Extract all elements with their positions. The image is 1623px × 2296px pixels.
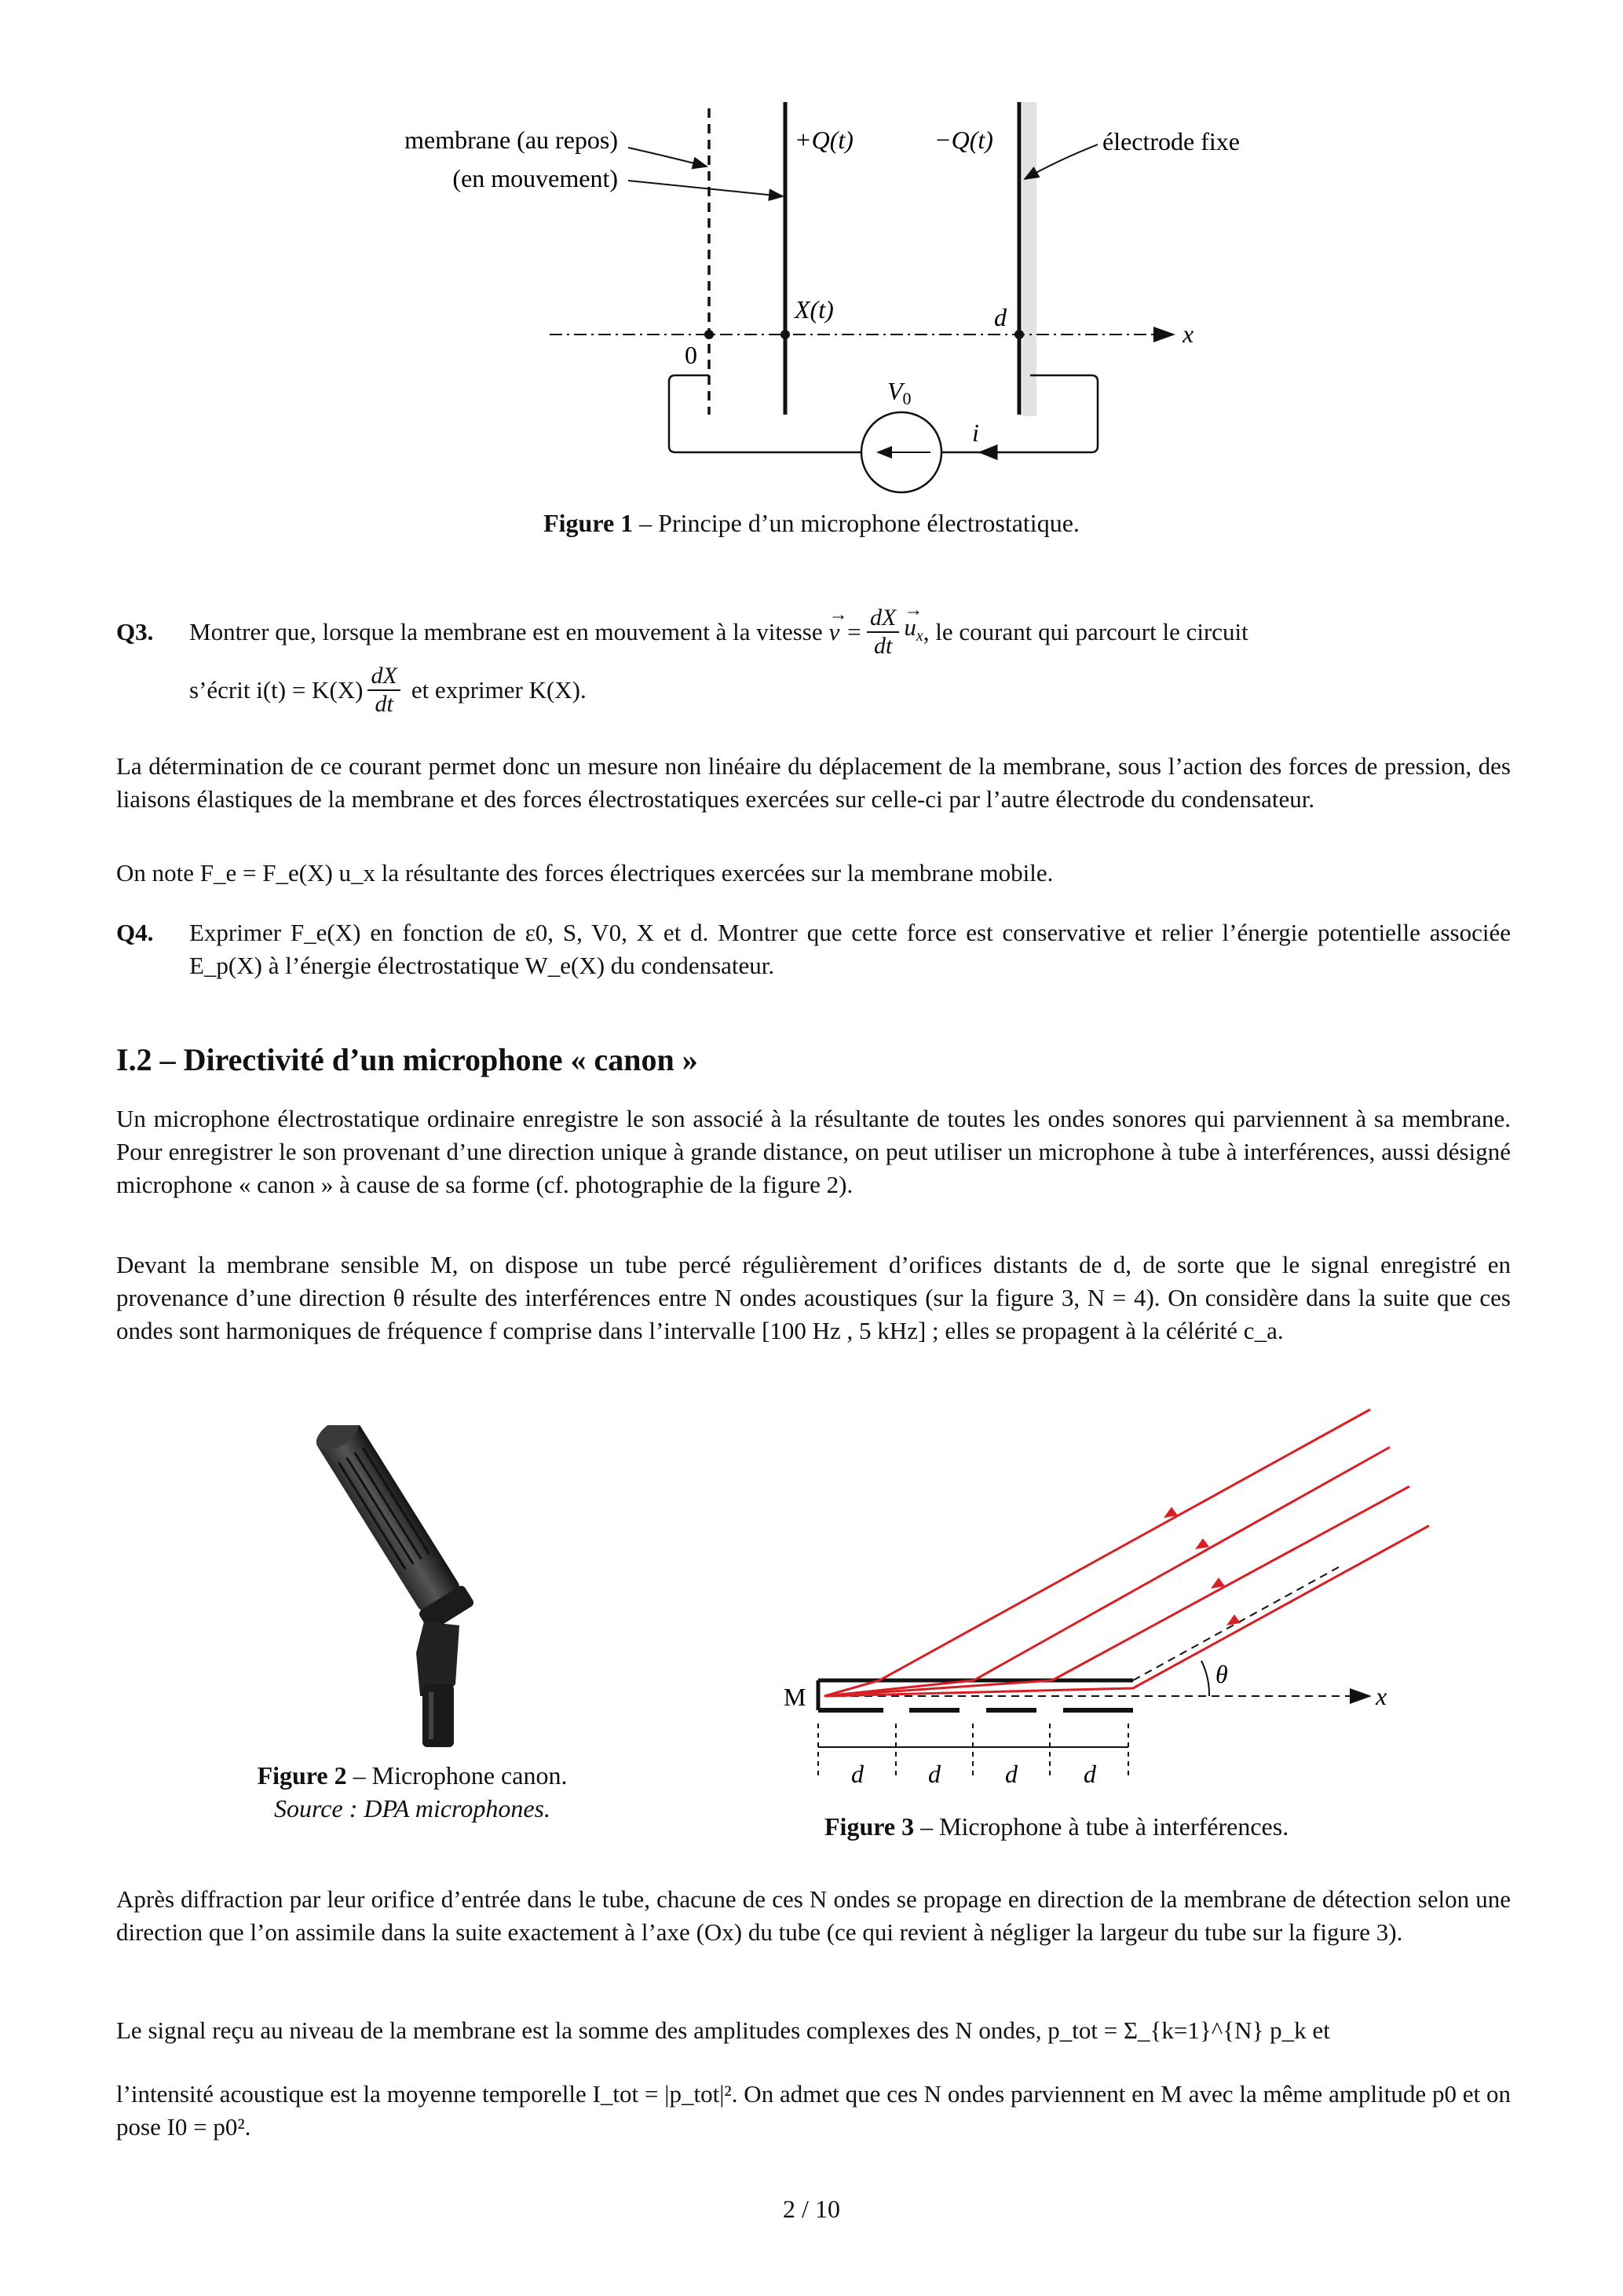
question-q3: Q3. Montrer que, lorsque la membrane est en mouvement à la vitesse → v = $\frac{dX}{dt}$ → $u_x$ , le courant qui parcourt le circuit s’écrit i(t) = K(X) $\frac{dX}{dt}$ et exprimer K(X). xyxy=(116,605,1511,718)
paragraph-3: Un microphone électrostatique ordinaire enregistre le son associé à la résultante de toutes les ondes sonores qui parviennent à sa membrane. Pour enregistrer le son provenant d’une direction unique à grande distance, on peut utiliser un microphone à tube à interférences, aussi désigné microphone « canon » à cause de sa forme (cf. photographie de la figure 2). xyxy=(116,1105,1511,1198)
paragraph-5: Après diffraction par leur orifice d’entrée dans le tube, chacune de ces N ondes se propage en direction de la membrane de détection selon une direction que l’on assimile dans la suite exactement à l’axe (Ox) du tube (ce qui revient à négliger la largeur du tube sur la figure 3). xyxy=(116,1885,1511,1946)
label-electrode: électrode fixe xyxy=(1102,127,1240,155)
figure-2-source: Source : DPA microphones. xyxy=(274,1794,550,1823)
label-d-2: d xyxy=(928,1760,941,1788)
q4-label: Q4. xyxy=(116,919,154,946)
label-d-3: d xyxy=(1005,1760,1018,1788)
label-membrane-rest: membrane (au repos) xyxy=(404,126,618,154)
label-minus-q: −Q(t) xyxy=(934,126,993,154)
paragraph-6b: l’intensité acoustique est la moyenne temporelle I_tot = |p_tot|². On admet que ces N ondes parviennent en M avec la même amplitude p0 et on pose I0 = p0². xyxy=(116,2080,1511,2141)
q3-frac-1: $\frac{dX}{dt}$ xyxy=(867,605,899,660)
q3-text-a: Montrer que, lorsque la membrane est en mouvement à la vitesse xyxy=(189,618,823,645)
label-xt: X(t) xyxy=(795,295,834,324)
label-d: d xyxy=(994,303,1007,331)
q3-text-b: , le courant qui parcourt le circuit xyxy=(923,618,1248,645)
question-q4 xyxy=(116,916,1511,982)
q3-text-c: s’écrit i(t) = K(X) xyxy=(189,676,364,704)
label-d-1: d xyxy=(851,1760,864,1788)
figure-2-caption: Figure 2 – Microphone canon. Source : DPA microphones. xyxy=(188,1759,636,1825)
figure-3-diagram xyxy=(0,1398,1623,1806)
label-x: x xyxy=(1183,320,1194,348)
label-i: i xyxy=(972,419,979,447)
paragraph-6a: Le signal reçu au niveau de la membrane est la somme des amplitudes complexes des N ondes, p_tot = Σ_{k=1}^{N} p_k et xyxy=(116,2016,1330,2044)
label-membrane-moving: (en mouvement) xyxy=(452,164,618,192)
q3-text-d: et exprimer K(X). xyxy=(411,676,587,704)
label-zero: 0 xyxy=(685,341,697,369)
label-theta: θ xyxy=(1215,1660,1228,1688)
section-title: I.2 – Directivité d’un microphone « canon » xyxy=(116,1042,698,1077)
figure-1-caption: Figure 1 – Principe d’un microphone électrostatique. xyxy=(543,509,1080,537)
figure-3-caption: Figure 3 – Microphone à tube à interférences. xyxy=(824,1812,1289,1841)
circuit-wire xyxy=(669,375,861,452)
label-v0: V0 xyxy=(887,377,912,408)
q4-text: Exprimer F_e(X) en fonction de ε0, S, V0, X et d. Montrer que cette force est conservative et relier l’énergie potentielle associée E_p(X) à l’énergie électrostatique W_e(X) du condensateur. xyxy=(189,919,1511,979)
figure-1-diagram xyxy=(0,0,1623,510)
label-m: M xyxy=(784,1683,806,1711)
paragraph-2: On note F_e = F_e(X) u_x la résultante des forces électriques exercées sur la membrane mobile. xyxy=(116,859,1054,887)
label-x3: x xyxy=(1376,1682,1387,1710)
q3-frac-2: $\frac{dX}{dt}$ xyxy=(367,663,400,718)
paragraph-1: La détermination de ce courant permet donc un mesure non linéaire du déplacement de la membrane, sous l’action des forces de pression, des liaisons élastiques de la membrane et des forces électrostatiques exercées sur celle-ci par l’autre électrode du condensateur. xyxy=(116,752,1511,813)
label-plus-q: +Q(t) xyxy=(795,126,854,154)
electrode-shade xyxy=(1022,102,1036,416)
label-d-4: d xyxy=(1084,1760,1096,1788)
paragraph-4: Devant la membrane sensible M, on dispose un tube percé régulièrement d’orifices distants de d, de sorte que le signal enregistré en provenance d’une direction θ résulte des interférences entre N ondes acoustiques (sur la figure 3, N = 4). On considère dans la suite que ces ondes sont harmoniques de fréquence f comprise dans l’intervalle [100 Hz , 5 kHz] ; elles se propagent à la célérité c_a. xyxy=(116,1251,1511,1344)
q3-label: Q3. xyxy=(116,618,154,645)
page-number: 2 / 10 xyxy=(783,2195,840,2223)
